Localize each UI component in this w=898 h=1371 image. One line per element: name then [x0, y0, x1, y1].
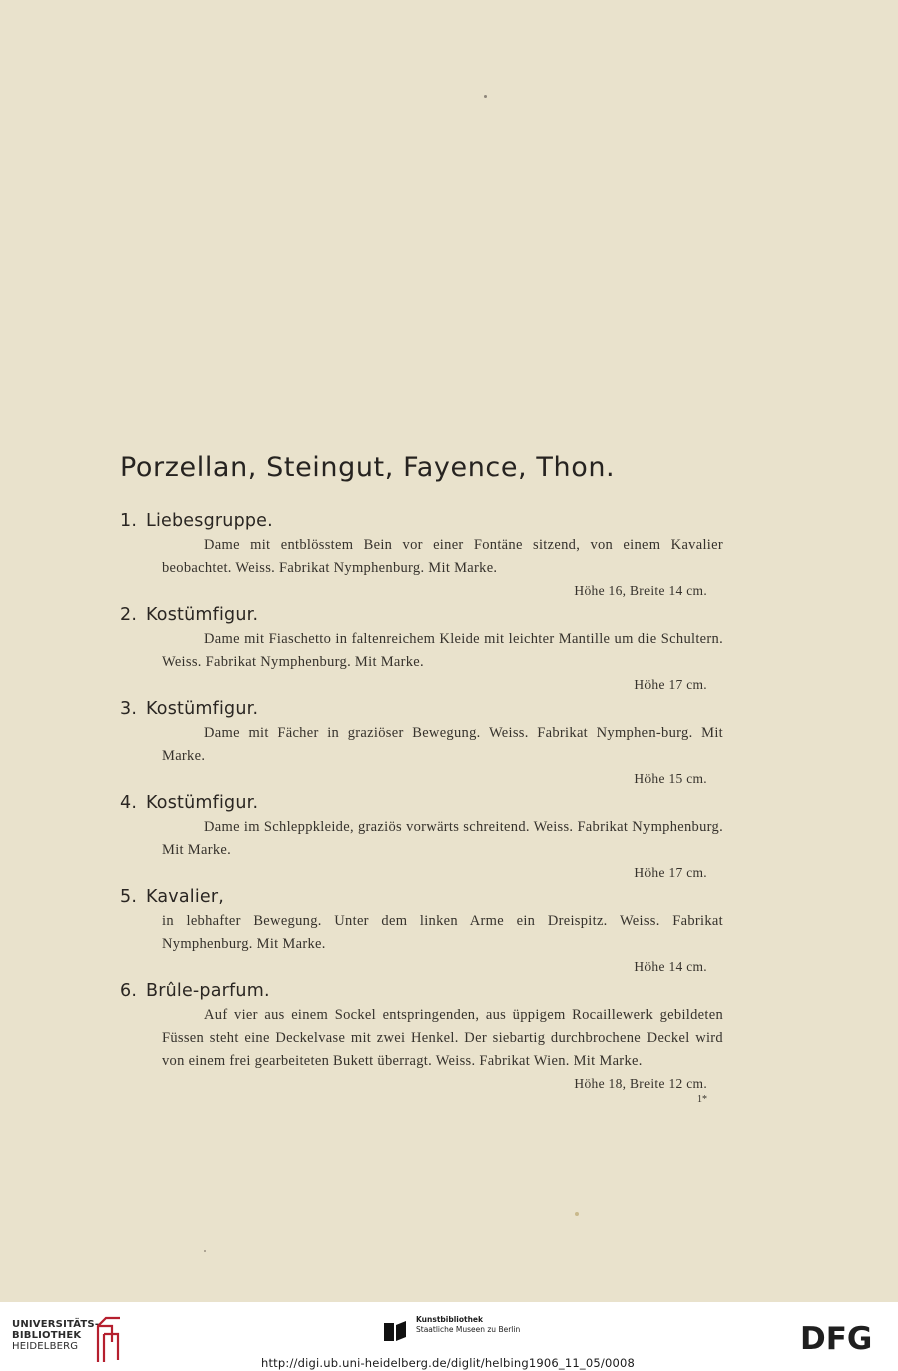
entry-dimensions: Höhe 14 cm. — [634, 959, 707, 974]
dfg-logo[interactable] — [800, 1320, 886, 1354]
university-line-2: BIBLIOTHEK — [12, 1330, 82, 1341]
entry-number: 2. — [120, 605, 138, 625]
entry-title-text: Liebesgruppe. — [146, 511, 273, 531]
university-emblem-icon — [92, 1312, 124, 1366]
entry-dimensions: Höhe 18, Breite 12 cm. — [574, 1076, 707, 1091]
catalog-entry — [120, 884, 723, 978]
catalog-entry — [120, 508, 723, 602]
catalog-entry — [120, 602, 723, 696]
entry-dimensions: Höhe 15 cm. — [634, 771, 707, 786]
kunstbibliothek-name: Kunstbibliothek — [416, 1315, 484, 1324]
catalog-entry — [120, 978, 723, 1095]
entry-dimensions: Höhe 16, Breite 14 cm. — [574, 583, 707, 598]
entry-dimensions: Höhe 17 cm. — [634, 677, 707, 692]
entry-title-text: Kostümfigur. — [146, 699, 259, 719]
entry-title — [120, 978, 723, 1004]
entry-number: 1. — [120, 511, 138, 531]
permalink-url[interactable]: http://digi.ub.uni-heidelberg.de/diglit/helbing1906_11_05/0008 — [260, 1356, 636, 1370]
entry-description: Dame mit Fiaschetto in faltenreichem Kleide mit leichter Mantille um die Schultern. Weiss. Fabrikat Nymphenburg. Mit Marke. — [162, 631, 723, 670]
entry-description: Dame mit entblösstem Bein vor einer Fontäne sitzend, von einem Kavalier beobachtet. Weiss. Fabrikat Nymphenburg. Mit Marke. — [162, 537, 723, 576]
paper-speck — [484, 95, 487, 98]
university-line-3: HEIDELBERG — [12, 1341, 79, 1352]
entry-dimensions: Höhe 17 cm. — [634, 865, 707, 880]
entry-title — [120, 696, 723, 722]
kunstbibliothek-text — [416, 1315, 556, 1335]
kunstbibliothek-subtitle: Staatliche Museen zu Berlin — [416, 1325, 521, 1334]
entry-title-text: Kostümfigur. — [146, 605, 259, 625]
university-line-1: UNIVERSITÄTS- — [12, 1319, 100, 1330]
paper-speck — [204, 1250, 206, 1252]
entry-title-text: Kostümfigur. — [146, 793, 259, 813]
entry-title — [120, 508, 723, 534]
entry-number: 6. — [120, 981, 138, 1001]
entry-title-text: Kavalier, — [146, 887, 225, 907]
entry-number: 4. — [120, 793, 138, 813]
viewer-footer — [0, 1302, 898, 1371]
entry-title-text: Brûle-parfum. — [146, 981, 270, 1001]
kunstbibliothek-icon — [382, 1319, 408, 1343]
entry-title — [120, 602, 723, 628]
entry-description: Dame mit Fächer in graziöser Bewegung. Weiss. Fabrikat Nymphen-burg. Mit Marke. — [162, 725, 723, 764]
section-heading: Porzellan, Steingut, Fayence, Thon. — [120, 452, 616, 483]
dfg-label: DFG — [800, 1321, 873, 1354]
entry-number: 5. — [120, 887, 138, 907]
paper-speck — [575, 1212, 579, 1216]
university-library-logo[interactable] — [12, 1319, 99, 1352]
catalog-entries — [120, 508, 723, 1095]
signature-mark: 1* — [697, 1094, 707, 1105]
entry-title — [120, 790, 723, 816]
catalog-entry — [120, 790, 723, 884]
catalog-entry — [120, 696, 723, 790]
entry-description: in lebhafter Bewegung. Unter dem linken Arme ein Dreispitz. Weiss. Fabrikat Nymphenburg. Mit Marke. — [162, 913, 723, 952]
entry-description: Auf vier aus einem Sockel entspringenden, aus üppigem Rocaillewerk gebildeten Füssen steht eine Deckelvase mit zwei Henkel. Der siebartig durchbrochene Deckel wird von einem frei gearbeiteten Bukett überragt. Weiss. Fabrikat Wien. Mit Marke. — [162, 1007, 723, 1069]
entry-description: Dame im Schleppkleide, graziös vorwärts schreitend. Weiss. Fabrikat Nymphenburg. Mit Marke. — [162, 819, 723, 858]
entry-title — [120, 884, 723, 910]
entry-number: 3. — [120, 699, 138, 719]
